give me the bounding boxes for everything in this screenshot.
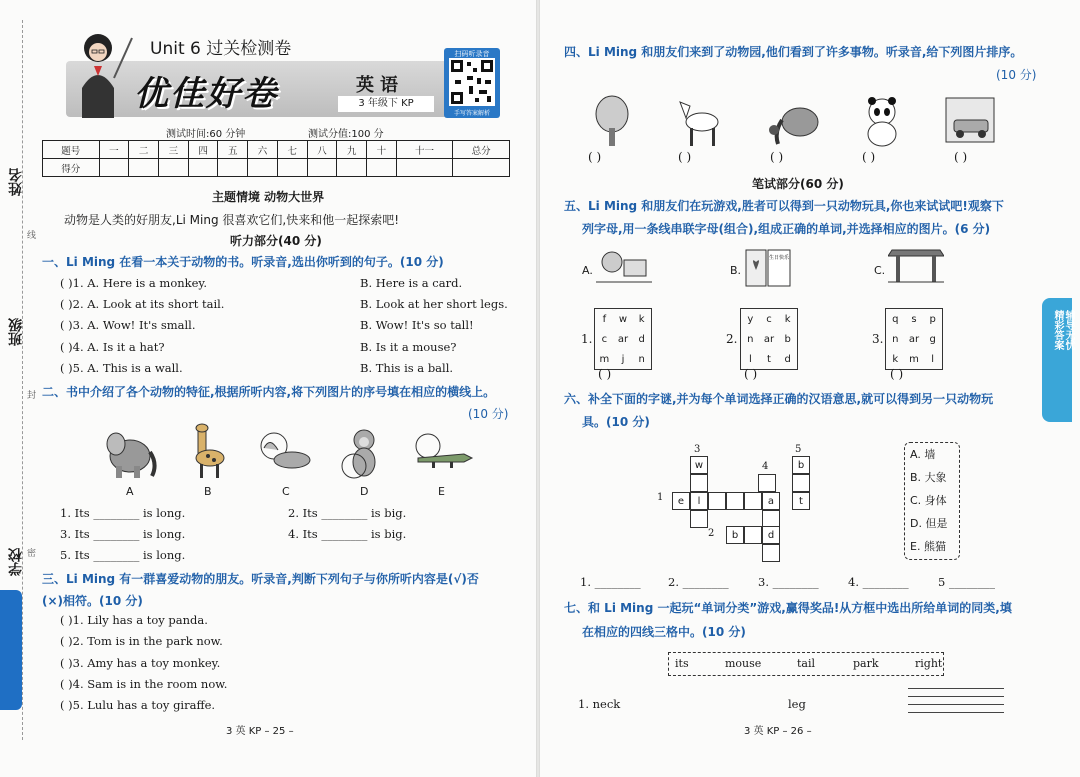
subject: 英语 [356,75,404,96]
theme-intro: 动物是人类的好朋友,Li Ming 很喜欢它们,快来和他一起探索吧! [64,213,400,227]
letter-grid[interactable] [885,308,943,370]
grid-cell[interactable]: l [931,353,935,365]
question-item[interactable]: ( )2. A. Look at its short tail. [60,297,225,311]
crocodile-icon [414,428,474,486]
clue-number: 1 [657,492,664,503]
writing-part: 笔试部分(60 分) [752,177,844,191]
option-b: B. Look at her short legs. [360,297,508,311]
unit-title: Unit 6 过关检测卷 [150,39,292,59]
crossword-cell[interactable] [744,526,762,544]
score-input[interactable] [453,159,510,177]
section-4-title: 四、Li Ming 和朋友们来到了动物园,他们看到了许多事物。听录音,给下列图片排序。 [564,45,1023,59]
grid-number: 1. [581,332,593,346]
name-label: 姓名 [8,168,24,196]
score-input-row [43,159,510,177]
question-item[interactable]: ( )5. A. This is a wall. [60,361,183,375]
brand-tab [0,590,22,710]
crossword-cell[interactable] [758,474,776,492]
clue-number: 2 [708,528,715,539]
grid-cell[interactable]: ar [763,333,775,345]
meaning-option: E. 熊猫 [910,540,946,553]
score-input[interactable] [248,159,278,177]
score-cell: 九 [337,141,367,159]
grid-cell[interactable]: ar [908,333,920,345]
grid-cell[interactable]: m [599,353,610,365]
section-1-title: 一、Li Ming 在看一本关于动物的书。听录音,选出你听到的句子。(10 分) [42,255,444,269]
answer-paren[interactable]: ( ) [598,367,612,381]
gate-icon [888,246,944,286]
teacher-illustration [66,28,136,123]
grid-cell[interactable]: f [602,313,607,325]
option-b: B. Here is a card. [360,276,463,290]
grid-cell[interactable]: n [892,333,899,345]
grid-cell[interactable]: j [621,353,625,365]
qr-caption: 扫码听录音 [454,50,490,58]
option-b: B. Is it a mouse? [360,340,457,354]
crossword-cell[interactable]: b [792,456,810,474]
qr-icon [449,58,495,106]
side-tab [1042,298,1072,422]
word-option: mouse [725,657,762,670]
answer-blank[interactable]: 3. ________ [758,575,819,589]
section-2-points: (10 分) [468,407,509,421]
grid-number: 2. [726,332,738,346]
full-score: 测试分值:100 分 [308,129,384,140]
class-label: 班级 [8,318,24,346]
section-3-title: 三、Li Ming 有一群喜爱动物的朋友。听录音,判断下列句子与你所听内容是(√)否 [42,572,479,586]
crossword-cell[interactable] [690,474,708,492]
school-label: 学校 [8,548,24,576]
park-icon [596,248,652,288]
writing-line[interactable] [908,712,1004,713]
giraffe-icon [180,422,240,480]
judge-item[interactable]: ( )4. Sam is in the room now. [60,677,228,691]
order-paren[interactable]: ( ) [678,150,692,164]
section-7-title-cont: 在相应的四线三格中。(10 分) [582,625,746,639]
judge-item[interactable]: ( )3. Amy has a toy monkey. [60,656,221,670]
score-input[interactable] [129,159,159,177]
score-input[interactable] [159,159,189,177]
word-box [668,652,944,676]
crossword-cell[interactable]: t [792,492,810,510]
score-cell: 总分 [453,141,510,159]
picture-letter: B [204,485,212,498]
score-cell: 八 [307,141,337,159]
grid-cell[interactable]: l [748,353,752,365]
grid-cell[interactable]: k [638,313,645,325]
score-cell: 七 [277,141,307,159]
grid-cell[interactable]: c [766,313,772,325]
crossword-cell[interactable]: w [690,456,708,474]
crossword-cell[interactable] [744,492,762,510]
answer-blank[interactable]: 1. ________ [580,575,641,589]
meaning-option: A. 墙 [910,448,936,461]
pic-label: C. [874,264,886,277]
picture-letter: E [438,485,445,498]
section-5-title-cont: 列字母,用一条线串联字母(组合),组成正确的单词,并选择相应的图片。(6 分) [582,222,991,236]
card-text: 生日快乐 [768,255,790,261]
page-number: 3 英 KP – 25 – [226,726,294,737]
grid-cell[interactable]: q [892,313,899,325]
page-number: 3 英 KP – 26 – [744,726,812,737]
word-option: its [675,657,689,670]
question-item[interactable]: ( )3. A. Wow! It's small. [60,318,196,332]
score-cell: 十一 [396,141,453,159]
score-cell: 一 [99,141,129,159]
grid-cell[interactable]: d [784,353,791,365]
right-page [540,0,1080,777]
section-7-title: 七、和 Li Ming 一起玩“单词分类”游戏,赢得奖品!从方框中选出所给单词的同类,填 [564,601,1012,615]
section-2-title: 二、书中介绍了各个动物的特征,根据所听内容,将下列图片的序号填在相应的横线上。 [42,385,496,399]
grid-cell[interactable]: g [929,333,936,345]
cut-line [22,20,23,740]
letter-grid[interactable] [740,308,798,370]
letter-grid[interactable] [594,308,652,370]
score-input[interactable] [396,159,453,177]
pic-label: B. [730,264,742,277]
judge-item[interactable]: ( )1. Lily has a toy panda. [60,613,208,627]
order-paren[interactable]: ( ) [770,150,784,164]
score-cell: 十 [367,141,397,159]
crossword-cell[interactable] [792,474,810,492]
qr-code[interactable] [444,48,500,118]
writing-line[interactable] [908,704,1004,705]
score-cell: 二 [129,141,159,159]
classify-question: 1. neck [578,697,621,711]
score-input[interactable] [367,159,397,177]
meaning-box [904,442,960,560]
horse-icon [256,426,316,484]
crossword-cell[interactable] [726,492,744,510]
monkey-icon [336,424,396,482]
classify-word: leg [788,697,806,711]
picture-letter: D [360,485,369,498]
side-tab-text: 辅导无忧 [1063,310,1074,350]
section-6-title: 六、补全下面的字谜,并为每个单词选择正确的汉语意思,就可以得到另一只动物玩 [564,392,994,406]
clue-number: 5 [795,444,802,455]
grid-cell[interactable]: c [601,333,608,345]
listening-part: 听力部分(40 分) [230,234,322,248]
grid-cell[interactable]: y [747,313,754,325]
fill-blank[interactable]: 3. Its ________ is long. [60,527,186,541]
score-cell: 得分 [43,159,100,177]
score-cell: 题号 [43,141,100,159]
meaning-option: B. 大象 [910,471,947,484]
picture-letter: A [126,485,134,498]
score-cell: 三 [159,141,189,159]
car-icon [940,92,1000,150]
score-cell: 六 [248,141,278,159]
meaning-option: D. 但是 [910,517,948,530]
picture-letter: C [282,485,290,498]
score-header-row [43,141,510,159]
option-b: B. This is a ball. [360,361,454,375]
score-table [42,140,510,177]
grid-cell[interactable]: k [892,353,899,365]
word-option: right [915,657,943,670]
question-item[interactable]: ( )4. A. Is it a hat? [60,340,165,354]
fill-blank[interactable]: 4. Its ________ is big. [288,527,407,541]
grid-cell[interactable]: b [784,333,791,345]
elephant-icon [766,92,826,150]
grid-cell[interactable]: t [767,353,771,365]
grid-cell[interactable]: d [638,333,645,345]
crossword-cell[interactable]: e [672,492,690,510]
crossword-cell[interactable] [762,544,780,562]
score-input[interactable] [277,159,307,177]
horse-icon [672,92,732,150]
crossword-cell[interactable]: a [762,492,780,510]
order-paren[interactable]: ( ) [954,150,968,164]
crossword-cell[interactable] [708,492,726,510]
score-input[interactable] [218,159,248,177]
clue-number: 4 [762,461,769,472]
question-item[interactable]: ( )1. A. Here is a monkey. [60,276,208,290]
answer-paren[interactable]: ( ) [744,367,758,381]
theme-title: 主题情境 动物大世界 [212,190,325,204]
fill-blank[interactable]: 5. Its ________ is long. [60,548,186,562]
binding-margin [0,0,44,777]
exam-header [66,28,506,123]
word-option: tail [797,657,816,670]
tree-icon [584,92,644,150]
option-b: B. Wow! It's so tall! [360,318,474,332]
crossword-cell[interactable]: l [690,492,708,510]
score-cell: 五 [218,141,248,159]
fill-blank[interactable]: 1. Its ________ is long. [60,506,186,520]
fill-blank[interactable]: 2. Its ________ is big. [288,506,407,520]
pic-label: A. [582,264,593,277]
section-6-title-cont: 具。(10 分) [582,415,650,429]
answer-blank[interactable]: 2. ________ [668,575,729,589]
grid-cell[interactable]: n [638,353,645,365]
clue-number: 3 [694,444,701,455]
grid-cell[interactable]: ar [617,333,629,345]
grid-number: 3. [872,332,884,346]
cut-mark: 密 [27,549,37,559]
answer-blank[interactable]: 4. ________ [848,575,909,589]
order-paren[interactable]: ( ) [588,150,602,164]
section-5-title: 五、Li Ming 和朋友们在玩游戏,胜者可以得到一只动物玩具,你也来试试吧!观察下 [564,199,1004,213]
grid-cell[interactable]: p [929,313,936,325]
score-input[interactable] [188,159,218,177]
grid-cell[interactable]: n [747,333,754,345]
side-tab-text: 精彩答案 [1052,310,1063,350]
cut-mark: 封 [27,391,37,401]
left-page [0,0,536,777]
card-icon [744,246,792,290]
score-input[interactable] [337,159,367,177]
crossword-cell[interactable]: d [762,526,780,544]
answer-paren[interactable]: ( ) [890,367,904,381]
writing-line[interactable] [908,688,1004,689]
judge-item[interactable]: ( )5. Lulu has a toy giraffe. [60,698,216,712]
logo: 优佳好卷 [134,74,278,114]
score-input[interactable] [99,159,129,177]
cut-mark: 线 [27,231,37,241]
panda-icon [852,92,912,150]
section-3-title-cont: (×)相符。(10 分) [42,594,143,608]
writing-line[interactable] [908,696,1004,697]
elephant-icon [100,424,160,482]
score-input[interactable] [307,159,337,177]
grid-cell[interactable]: w [618,313,628,325]
grid-cell[interactable]: s [911,313,917,325]
section-4-points: (10 分) [996,68,1037,82]
meaning-option: C. 身体 [910,494,947,507]
word-option: park [853,657,879,670]
qr-caption: 手写答案解析 [453,110,490,117]
judge-item[interactable]: ( )2. Tom is in the park now. [60,634,223,648]
test-time: 测试时间:60 分钟 [166,129,246,140]
grade-label: 3 年级下 KP [338,96,434,112]
order-paren[interactable]: ( ) [862,150,876,164]
grid-cell[interactable]: m [909,353,919,365]
answer-blank[interactable]: 5 ________ [938,575,995,589]
crossword-cell[interactable] [690,510,708,528]
score-cell: 四 [188,141,218,159]
crossword-cell[interactable]: b [726,526,744,544]
grid-cell[interactable]: k [784,313,791,325]
